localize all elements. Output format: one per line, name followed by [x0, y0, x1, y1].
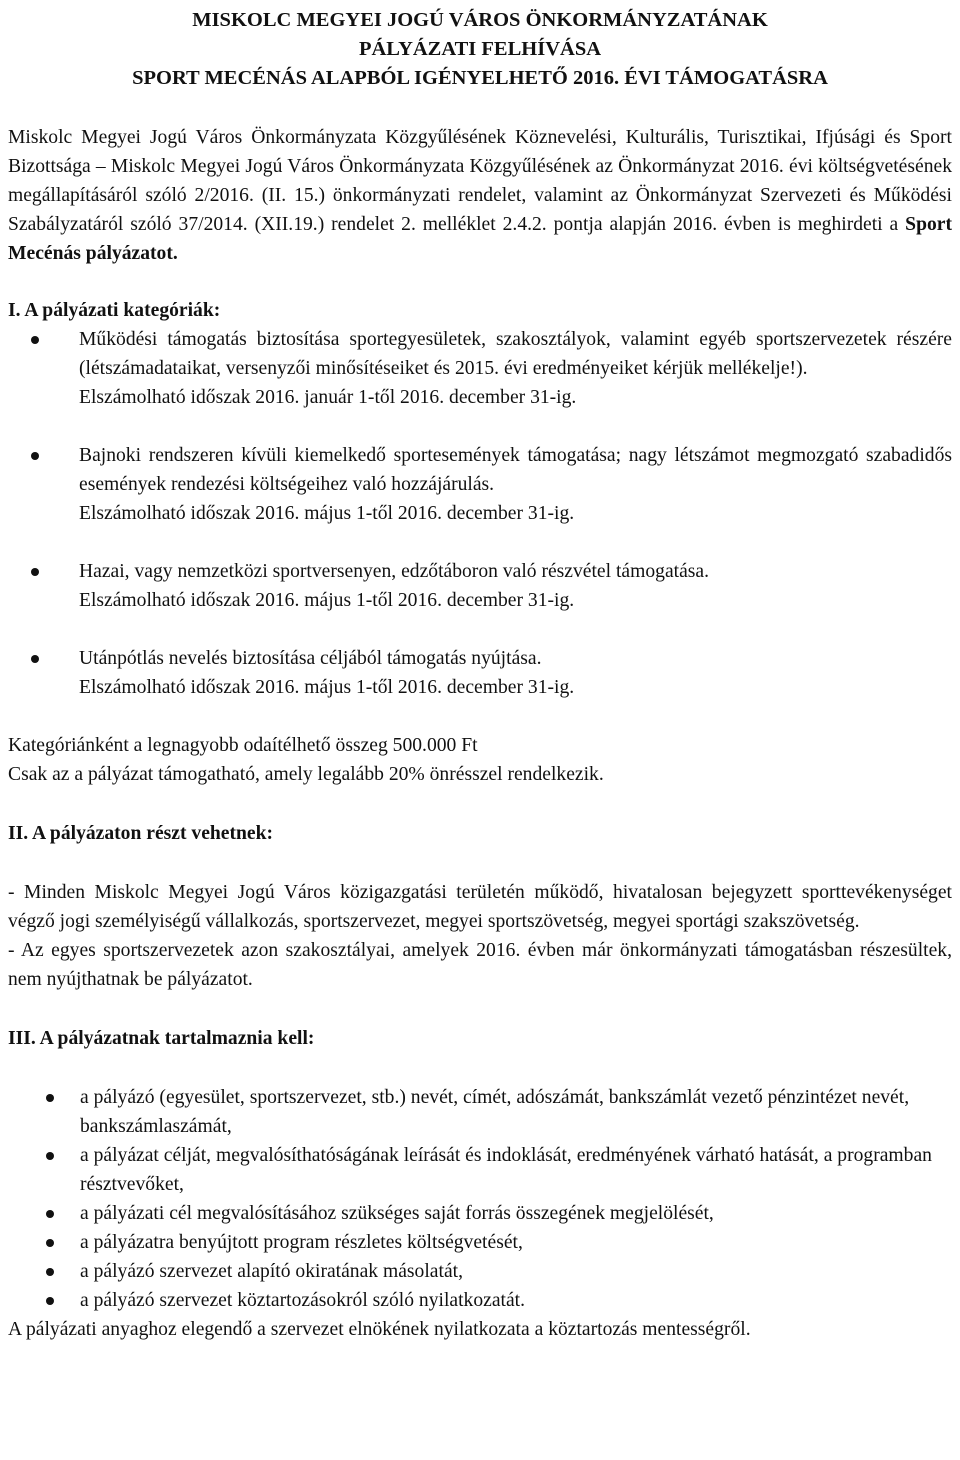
category-period: Elszámolható időszak 2016. január 1-től 2016. december 31-ig.	[79, 387, 577, 408]
category-text: Működési támogatás biztosítása sportegyesületek, szakosztályok, valamint egyéb sportszervezetek részére (létszámadataikat, versenyzői minősítéseiket és 2015. évi eredményeiket kérjük mellékelje!).	[79, 329, 952, 379]
requirement-text: a pályázati cél megvalósításához szükséges saját forrás összegének megjelölését,	[80, 1203, 714, 1224]
list-item	[8, 441, 952, 528]
category-period: Elszámolható időszak 2016. május 1-től 2016. december 31-ig.	[79, 590, 575, 611]
header-line-3: SPORT MECÉNÁS ALAPBÓL IGÉNYELHETŐ 2016. ÉVI TÁMOGATÁSRA	[132, 67, 828, 89]
bullet-icon	[46, 1152, 54, 1160]
category-period: Elszámolható időszak 2016. május 1-től 2016. december 31-ig.	[79, 503, 575, 524]
bullet-icon	[46, 1268, 54, 1276]
bullet-icon	[46, 1094, 54, 1102]
bullet-icon	[31, 452, 39, 460]
bullet-icon	[46, 1210, 54, 1218]
requirement-text: a pályázó szervezet alapító okiratának másolatát,	[80, 1261, 463, 1282]
category-period: Elszámolható időszak 2016. május 1-től 2016. december 31-ig.	[79, 677, 575, 698]
max-amount-text: Kategóriánként a legnagyobb odaítélhető összeg 500.000 Ft	[8, 735, 478, 756]
self-share-text: Csak az a pályázat támogatható, amely legalább 20% önrésszel rendelkezik.	[8, 764, 604, 785]
section-2-heading: II. A pályázaton részt vehetnek:	[8, 823, 274, 844]
list-item	[8, 1141, 952, 1199]
requirement-text: a pályázatra benyújtott program részletes költségvetését,	[80, 1232, 523, 1253]
list-item	[8, 1228, 952, 1257]
document-page	[8, 0, 952, 1344]
header-line-2: PÁLYÁZATI FELHÍVÁSA	[358, 38, 602, 60]
requirement-text: a pályázó szervezet köztartozásokról szóló nyilatkozatát.	[80, 1290, 526, 1311]
bullet-icon	[31, 655, 39, 663]
intro-paragraph	[8, 123, 952, 268]
bullet-icon	[46, 1297, 54, 1305]
list-item	[8, 557, 952, 615]
closing-paragraph: A pályázati anyaghoz elegendő a szervezet elnökének nyilatkozata a köztartozás mentességről.	[8, 1319, 751, 1340]
bullet-icon	[46, 1239, 54, 1247]
requirement-text: a pályázat célját, megvalósíthatóságának leírását és indoklását, eredményének várható hatását, a programban résztvevőket,	[80, 1145, 932, 1195]
list-item	[8, 644, 952, 702]
list-item	[8, 1257, 952, 1286]
intro-bold: Sport Mecénás pályázatot.	[8, 214, 952, 264]
list-item	[8, 1199, 952, 1228]
category-text: Utánpótlás nevelés biztosítása céljából támogatás nyújtása.	[79, 648, 542, 669]
intro-text: Miskolc Megyei Jogú Város Önkormányzata Közgyűlésének Köznevelési, Kulturális, Turisztikai, Ifjúsági és Sport Bizottsága – Miskolc Megyei Jogú Város Önkormányzata Közgyűlésének az Önkormányzat 2016. évi költségvetésének megállapításáról szóló 2/2016. (II. 15.) önkormányzati rendelet, valamint az Önkormányzat Szervezeti és Működési Szabályzatáról szóló 37/2014. (XII.19.) rendelet 2. melléklet 2.4.2. pontja alapján 2016. évben is meghirdeti a	[8, 127, 952, 235]
eligibility-paragraph-2: - Az egyes sportszervezetek azon szakosztályai, amelyek 2016. évben már önkormányzati támogatásban részesültek, nem nyújthatnak be pályázatot.	[8, 940, 952, 990]
section-1-heading: I. A pályázati kategóriák:	[8, 300, 221, 321]
document-header	[8, 6, 952, 93]
category-text: Hazai, vagy nemzetközi sportversenyen, edzőtáboron való részvétel támogatása.	[79, 561, 710, 582]
list-item	[8, 1083, 952, 1141]
section-3-heading: III. A pályázatnak tartalmaznia kell:	[8, 1028, 315, 1049]
header-line-1: MISKOLC MEGYEI JOGÚ VÁROS ÖNKORMÁNYZATÁNAK	[192, 9, 768, 31]
requirement-text: a pályázó (egyesület, sportszervezet, stb.) nevét, címét, adószámát, bankszámlát vezető pénzintézet nevét, bankszámlaszámát,	[80, 1087, 910, 1137]
bullet-icon	[31, 336, 39, 344]
requirements-list	[8, 1083, 952, 1315]
list-item	[8, 325, 952, 412]
category-list	[8, 325, 952, 702]
bullet-icon	[31, 568, 39, 576]
list-item	[8, 1286, 952, 1315]
category-text: Bajnoki rendszeren kívüli kiemelkedő sportesemények támogatása; nagy létszámot megmozgató szabadidős események rendezési költségeihez való hozzájárulás.	[79, 445, 952, 495]
eligibility-paragraph-1: - Minden Miskolc Megyei Jogú Város közigazgatási területén működő, hivatalosan bejegyzett sporttevékenységet végző jogi személyiségű vállalkozás, sportszervezet, megyei sportszövetség, megyei sportági szakszövetség.	[8, 882, 952, 932]
